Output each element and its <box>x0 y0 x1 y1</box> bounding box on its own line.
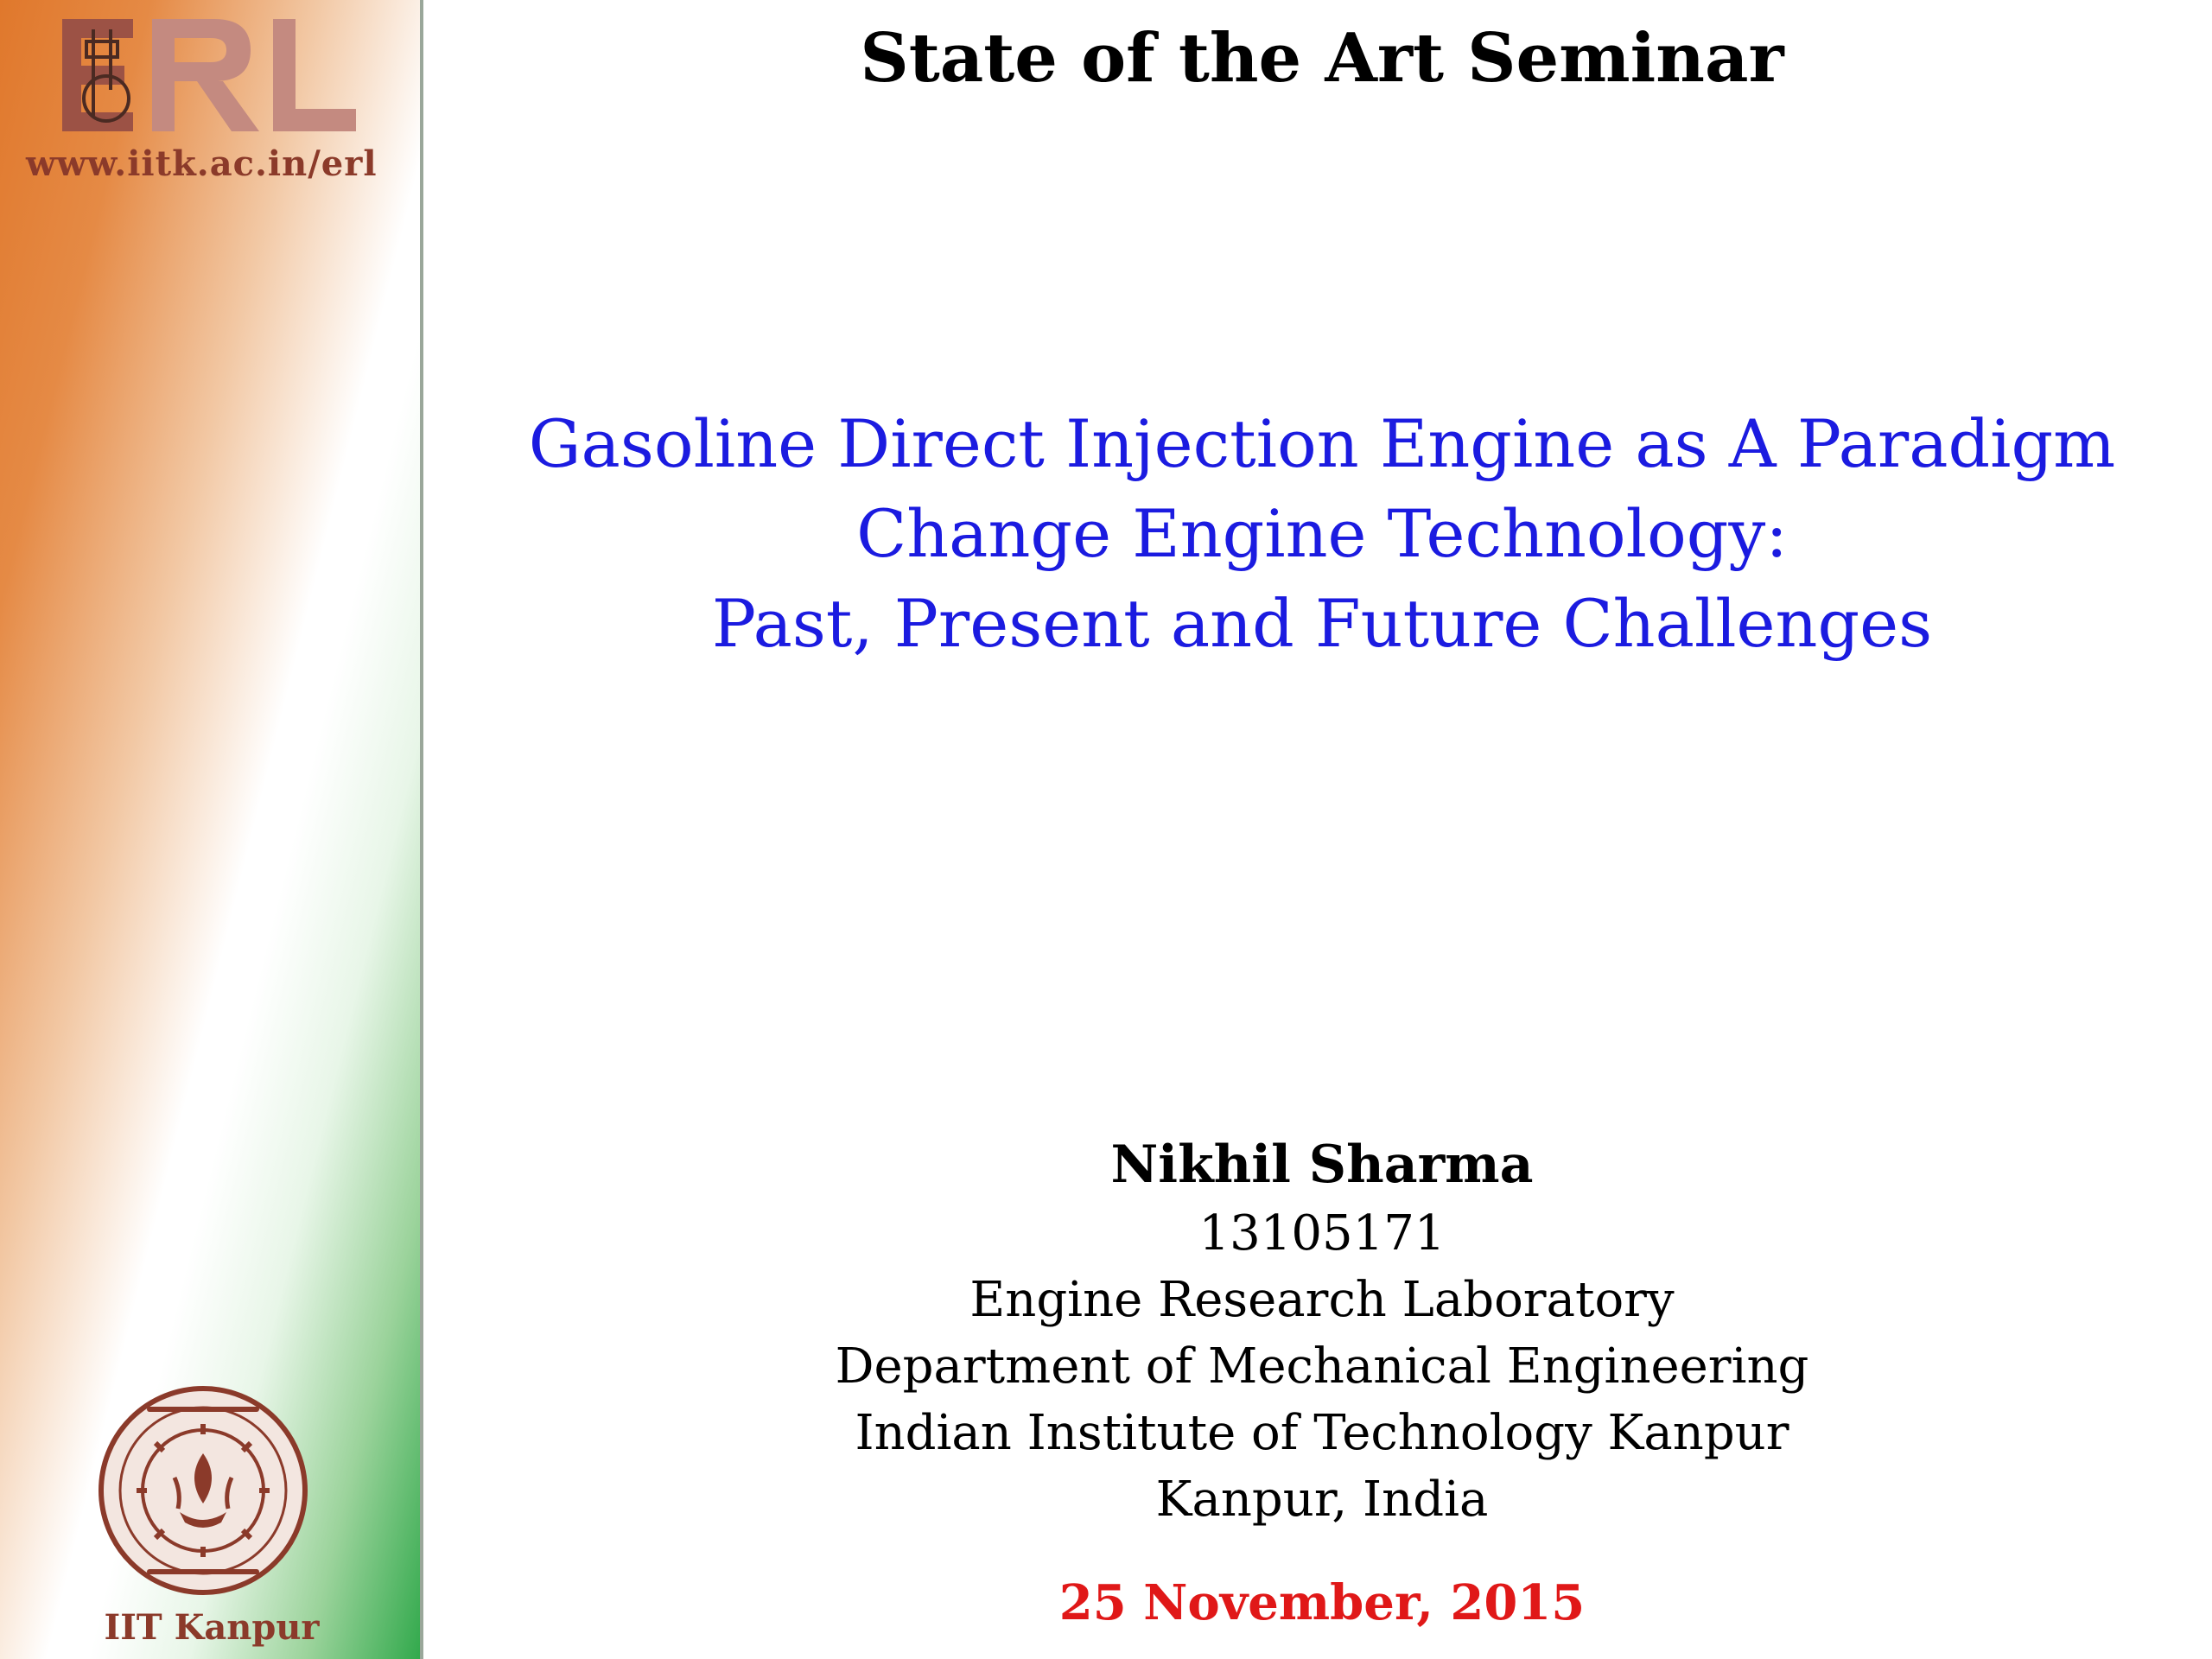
author-name: Nikhil Sharma <box>1110 1135 1534 1195</box>
roll-number: 13105171 <box>1198 1205 1446 1262</box>
talk-title-line: Change Engine Technology: <box>856 495 1788 572</box>
institution-label: IIT Kanpur <box>104 1607 320 1648</box>
lab-website-url: www.iitk.ac.in/erl <box>26 143 378 184</box>
presentation-date: 25 November, 2015 <box>1058 1574 1586 1631</box>
talk-title-line: Gasoline Direct Injection Engine as A Paradigm <box>528 405 2116 482</box>
talk-title-line: Past, Present and Future Challenges <box>711 585 1933 662</box>
author-block <box>432 1132 2212 1533</box>
erl-logo-icon <box>59 12 361 142</box>
institute-name: Indian Institute of Technology Kanpur <box>855 1405 1789 1461</box>
department-name: Department of Mechanical Engineering <box>835 1338 1809 1395</box>
location: Kanpur, India <box>1155 1471 1489 1528</box>
talk-title <box>432 399 2212 669</box>
iit-kanpur-seal-icon <box>95 1382 311 1599</box>
seminar-title: State of the Art Seminar <box>860 19 1784 98</box>
lab-name: Engine Research Laboratory <box>969 1272 1675 1328</box>
sidebar-divider <box>420 0 423 1659</box>
